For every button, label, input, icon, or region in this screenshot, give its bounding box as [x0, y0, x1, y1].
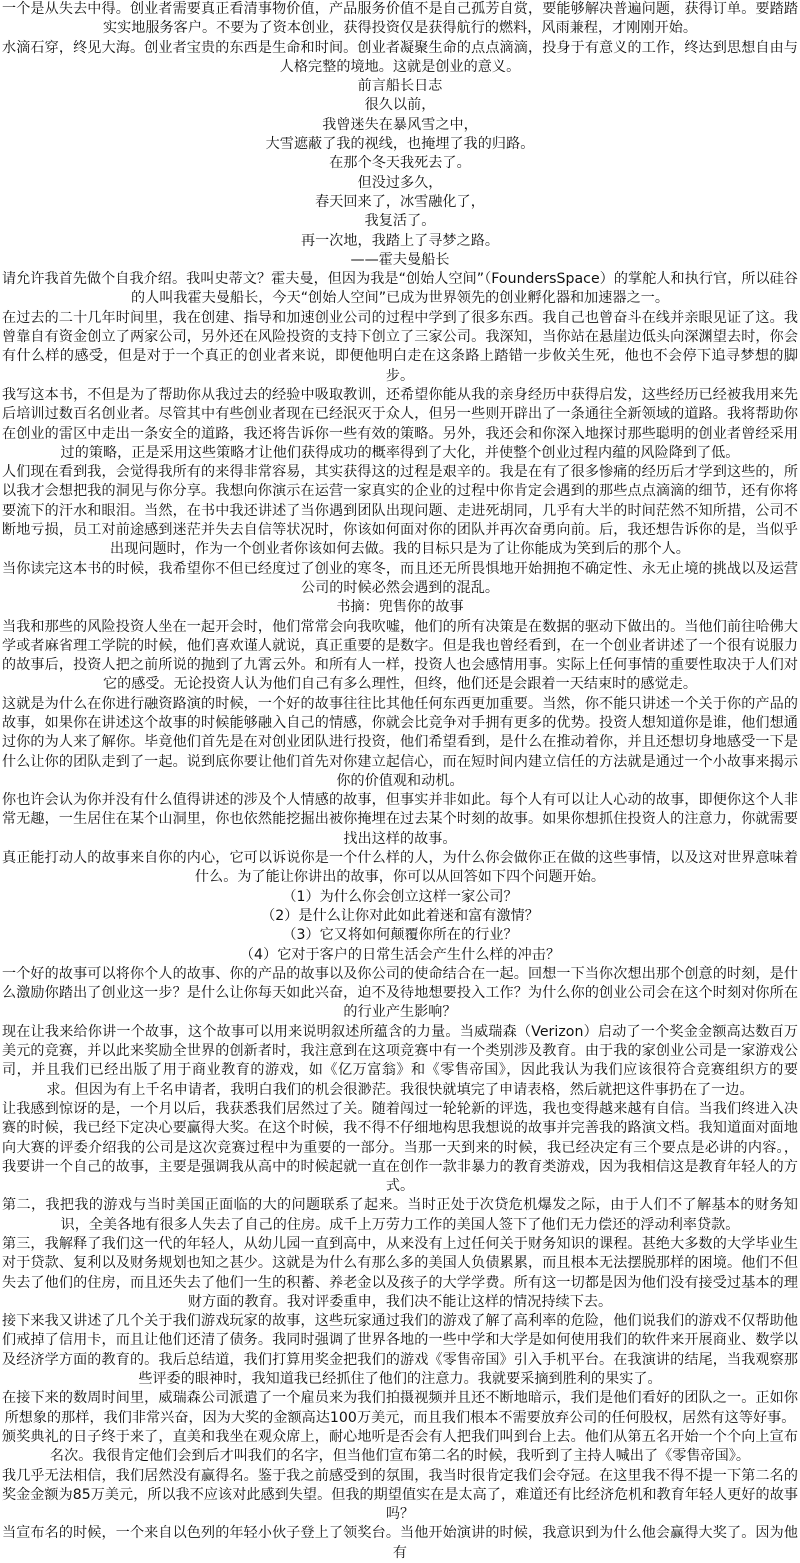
paragraph: 当你读完这本书的时候，我希望你不但已经度过了创业的寒冬，而且还无所畏惧地开始拥抱不确定性、永无止境的挑战以及运营公司的时候必然会遇到的混乱。: [2, 560, 798, 596]
paragraph: 当我和那些的风险投资人坐在一起开会时，他们常常会向我吹嘘，他们的所有决策是在数据的驱动下做出的。当他们前往哈佛大学或者麻省理工学院的时候，他们喜欢谨人就说，真正重要的是数字。但是我也曾经看到，在一个创业者讲述了一个很有说服力的故事后，投资人把之前所说的抛到了九霄云外。和所有人一样，投资人也会感情用事。实际上任何事情的重要性取决于人们对它的感受。无论投资人认为他们自己有多么理性，但终，他们还是会跟着一天结束时的感觉走。: [2, 618, 798, 693]
paragraph: 在接下来的数周时间里，威瑞森公司派遣了一个雇员来为我们拍摄视频并且还不断地暗示，我们是他们看好的团队之一。正如你所想象的那样，我们非常兴奋，因为大奖的金额高达100万美元，而且我们根本不需要放弃公司的任何股权，居然有这等好事。: [2, 1390, 798, 1426]
centered-line: 春天回来了，冰雪融化了，: [315, 193, 485, 210]
paragraph: 这就是为什么在你进行融资路演的时候，一个好的故事往往比其他任何东西更加重要。当然，你不能只讲述一个关于你的产品的故事，如果你在讲述这个故事的时候能够融入自己的情感，你就会比竞争对手拥有更多的优势。投资人想知道你是谁，他们想通过你的为人来了解你。毕竟他们首先是在对创业团队进行投资，他们希望看到，是什么在推动着你，并且还想切身地感受一下是什么让你的团队走到了一起。说到底你要让他们首先对你建立起信心，而在短时间内建立信任的方法就是通过一个小故事来揭示你的价值观和动机。: [2, 695, 798, 789]
paragraph: 第三，我解释了我们这一代的年轻人，从幼儿园一直到高中，从来没有上过任何关于财务知识的课程。甚绝大多数的大学毕业生对于贷款、复利以及财务规划也知之甚少。这就是为什么有那么多的美国人负债累累，而且根本无法摆脱那样的困境。他们不但失去了他们的住房，而且还失去了他们一生的积蓄、养老金以及孩子的大学学费。所有这一切都是因为他们没有接受过基本的理财方面的教育。我对评委重申，我们决不能让这样的情况持续下去。: [2, 1236, 798, 1310]
paragraph: 水滴石穿，终见大海。创业者宝贵的东西是生命和时间。创业者凝聚生命的点点滴滴，投身于有意义的工作，终达到思想自由与人格完整的境地。这就是创业的意义。: [2, 39, 798, 75]
paragraph: 接下来我又讲述了几个关于我们游戏玩家的故事，这些玩家通过我们的游戏了解了高利率的危险，他们说我们的游戏不仅帮助他们戒掉了信用卡，而且让他们还清了债务。我同时强调了世界各地的一些中学和大学是如何使用我们的软件来开展商业、数学以及经济学方面的教育的。我后总结道，我们打算用奖金把我们的游戏《零售帝国》引入手机平台。在我演讲的结尾，当我观察那些评委的眼神时，我知道我已经抓住了他们的注意力。我就要采摘到胜利的果实了。: [2, 1313, 798, 1388]
centered-line: 再一次地，我踏上了寻梦之路。: [300, 232, 499, 249]
centered-line: （3）它又将如何颠覆你所在的行业？: [282, 927, 518, 944]
paragraph: 一个好的故事可以将你个人的故事、你的产品的故事以及你公司的使命结合在一起。回想一下当你次想出那个创意的时刻，是什么激励你踏出了创业这一步？是什么让你每天如此兴奋，迫不及待地想要投入工作？为什么你的创业公司会在这个时刻对你所在的行业产生影响？: [2, 965, 798, 1021]
paragraph: 真正能打动人的故事来自你的内心，它可以诉说你是一个什么样的人，为什么你会做你正在做的这些事情，以及这对世界意味着什么。为了能让你讲出的故事，你可以从回答如下四个问题开始。: [2, 850, 798, 886]
centered-line: 我曾迷失在暴风雪之中，: [322, 116, 478, 133]
centered-line: ——霍夫曼船长: [350, 251, 450, 268]
paragraph: 现在让我来给你讲一个故事，这个故事可以用来说明叙述所蕴含的力量。当威瑞森（Verizon）启动了一个奖金金额高达数百万美元的竞赛，并以此来奖励全世界的创新者时，我注意到在这项竞赛中有一个类别涉及教育。由于我的家创业公司是一家游戏公司，并且我们已经出版了用于商业教育的游戏，如《亿万富翁》和《零售帝国》，因此我认为我们应该很符合竞赛组织方的要求。但因为有上千名申请者，我明白我们的机会很渺茫。我很快就填完了申请表格，然后就把这件事扔在了一边。: [2, 1023, 798, 1098]
centered-line: （1）为什么你会创立这样一家公司？: [282, 888, 518, 905]
paragraph: 当宣布名的时候，一个来自以色列的年轻小伙子登上了领奖台。当他开始演讲的时候，我意识到为什么他会赢得大奖了。因为他有: [2, 1525, 798, 1561]
centered-line: 在那个冬天我死去了。: [329, 155, 471, 172]
centered-line: 大雪遮蔽了我的视线，也掩埋了我的归路。: [265, 136, 535, 153]
centered-line: 很久以前，: [364, 97, 436, 114]
centered-line: 前言船长日志: [357, 78, 443, 95]
paragraph: 第二，我把我的游戏与当时美国正面临的大的问题联系了起来。当时正处于次贷危机爆发之际，由于人们不了解基本的财务知识，全美各地有很多人失去了自己的住房。成千上万劳力工作的美国人签下了他们无力偿还的浮动利率贷款。: [2, 1197, 798, 1233]
centered-line: （2）是什么让你对此如此着迷和富有激情？: [261, 907, 539, 924]
paragraph: 在过去的二十几年时间里，我在创建、指导和加速创业公司的过程中学到了很多东西。我自己也曾奋斗在线并亲眼见证了这。我曾靠自有资金创立了两家公司，另外还在风险投资的支持下创立了三家公司。我深知，当你站在悬崖边低头向深渊望去时，你会有什么样的感受，但是对于一个真正的创业者来说，即便他明白走在这条路上踏错一步攸关生死，他也不会停下追寻梦想的脚步。: [2, 309, 798, 384]
paragraph: 一个是从失去中得。创业者需要真正看清事物价值，产品服务价值不是自己孤芳自赏，要能够解决普遍问题，获得订单。要踏踏实实地服务客户。不要为了资本创业，获得投资仅是获得航行的燃料，风雨兼程，才刚刚开始。: [2, 1, 798, 37]
centered-line: 但没过多久，: [357, 174, 443, 191]
centered-line: （4）它对于客户的日常生活会产生什么样的冲击？: [239, 946, 561, 963]
paragraph: 让我感到惊讶的是，一个月以后，我获悉我们居然过了关。随着闯过一轮轮新的评选，我也变得越来越有自信。当我们终进入决赛的时候，我已经下定决心要赢得大奖。在这个时候，我不得不仔细地构思我想说的故事并完善我的路演文档。我知道面对面地向大赛的评委介绍我的公司是这次竞赛过程中为重要的一部分。当那一天到来的时候，我已经决定有三个要点是必讲的内容。，我要讲一个自己的故事，主要是强调我从高中的时候起就一直在创作一款非暴力的教育类游戏，因为我相信这是教育年轻人的方式。: [2, 1100, 798, 1195]
centered-line: 书摘：兜售你的故事: [336, 599, 464, 616]
paragraph: 人们现在看到我，会觉得我所有的来得非常容易，其实获得这的过程是艰辛的。我是在有了很多惨痛的经历后才学到这些的，所以我才会想把我的洞见与你分享。我想向你演示在运营一家真实的企业的过程中你肯定会遇到的那些点点滴滴的细节，还有你将要流下的汗水和眼泪。当然，在书中我还讲述了当你遇到团队出现问题、走进死胡同，几乎有大半的时间茫然不知所措，公司不断地亏损，员工对前途感到迷茫并失去自信等状况时，你该如何面对你的团队并再次奋勇向前。后，我还想告诉你的是，当似乎出现问题时，作为一个创业者你该如何去做。我的目标只是为了让你能成为笑到后的那个人。: [2, 464, 798, 558]
paragraph: 我写这本书，不但是为了帮助你从我过去的经验中吸取教训，还希望你能从我的亲身经历中获得启发，这些经历已经被我用来先后培训过数百名创业者。尽管其中有些创业者现在已经泯灭于众人，但另一些则开辟出了一条通往全新领域的道路。我将帮助你在创业的雷区中走出一条安全的道路，我还将告诉你一些有效的策略。另外，我还会和你深入地探讨那些聪明的创业者曾经采用过的策略，正是采用这些策略才让他们获得成功的概率得到了大化，并使整个创业过程内蕴的风险降到了低。: [2, 386, 798, 461]
paragraph: 我几乎无法相信，我们居然没有赢得名。鉴于我之前感受到的氛围，我当时很肯定我们会夺冠。在这里我不得不提一下第二名的奖金金额为85万美元，所以我不应该对此感到失望。但我的期望值实在是太高了，难道还有比经济危机和教育年轻人更好的故事吗？: [2, 1467, 798, 1523]
paragraph: 请允许我首先做个自我介绍。我叫史蒂文？霍夫曼，但因为我是“创始人空间”（FoundersSpace）的掌舵人和执行官，所以硅谷的人叫我霍夫曼船长，今天“创始人空间”已成为世界领先的创业孵化器和加速器之一。: [2, 271, 798, 307]
paragraph: 你也许会认为你并没有什么值得讲述的涉及个人情感的故事，但事实并非如此。每个人有可以让人心动的故事，即便你这个人非常无趣，一生居住在某个山洞里，你也依然能挖掘出被你掩埋在过去某个时刻的故事。如果你想抓住投资人的注意力，你就需要找出这样的故事。: [2, 792, 798, 847]
paragraph: 颁奖典礼的日子终于来了，直美和我坐在观众席上，耐心地听是否会有人把我们叫到台上去。他们从第五名开始一个个向上宣布名次。我很肯定他们会到后才叫我们的名字，但当他们宣布第二名的时候，我听到了主持人喊出了《零售帝国》。: [2, 1428, 798, 1465]
centered-line: 我复活了。: [364, 213, 436, 230]
